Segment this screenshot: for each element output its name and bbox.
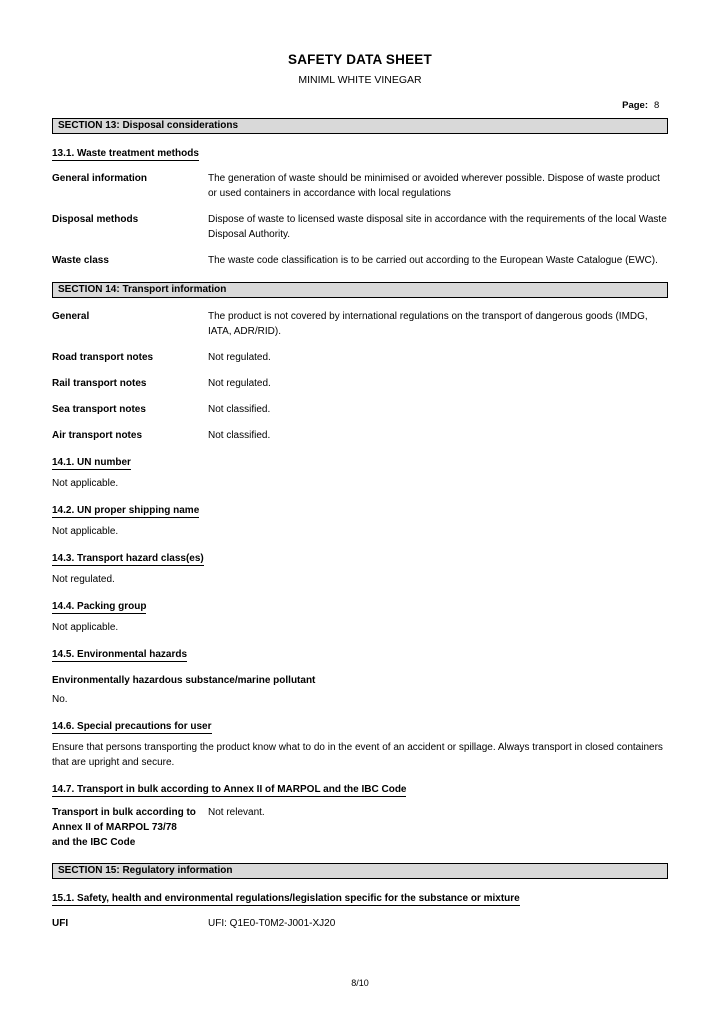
subsection-14-2-body: Not applicable. [52,526,119,537]
section-13-header: SECTION 13: Disposal considerations [52,118,668,134]
row-waste-class [52,242,668,268]
subsection-14-3-text: 14.3. Transport hazard class(es) [52,553,204,564]
row-value: UFI: Q1E0-T0M2-J001-XJ20 [208,918,336,929]
row-value: Dispose of waste to licensed waste disposal site in accordance with the requirements of the local Waste Disposal Authority. [208,214,667,240]
row-label: Sea transport notes [52,404,146,415]
subsection-14-2-heading [52,491,668,517]
row-label: Road transport notes [52,352,154,363]
row-value: Not classified. [208,430,271,441]
row-value: The product is not covered by international regulations on the transport of dangerous goods (IMDG, IATA, ADR/RID). [208,311,648,337]
subsection-14-4-heading [52,587,668,613]
subsection-13-1-text: 13.1. Waste treatment methods [52,148,199,159]
row-value: Not regulated. [208,378,271,389]
row-value: Not classified. [208,404,271,415]
page-footer [0,978,720,1019]
subsection-15-1-text: 15.1. Safety, health and environmental regulations/legislation specific for the substance or mixture [52,893,520,904]
row-ufi [52,905,668,931]
document-title: SAFETY DATA SHEET [288,52,432,67]
page-number-value: 8 [654,100,660,111]
footer-page-indicator: 8/10 [351,978,369,988]
row-general [52,298,668,339]
row-sea-transport-notes [52,391,668,417]
row-rail-transport-notes [52,365,668,391]
row-air-transport-notes [52,417,668,443]
subsection-15-1-heading [52,879,668,905]
subsection-14-1-text: 14.1. UN number [52,457,131,468]
row-label: Waste class [52,255,109,266]
marine-pollutant-body: No. [52,694,68,705]
row-general-information [52,160,668,201]
subsection-14-4-body: Not applicable. [52,622,119,633]
subsection-14-1-heading [52,443,668,469]
row-disposal-methods [52,201,668,242]
row-value: Not relevant. [208,807,265,818]
row-label [52,805,208,850]
bulk-label-line-1: Transport in bulk according to [52,807,196,818]
row-value: The generation of waste should be minimised or avoided wherever possible. Dispose of waste product or used containers in accordance with local regulations [208,173,660,199]
row-label: General information [52,173,148,184]
row-label: Disposal methods [52,214,139,225]
row-label: Rail transport notes [52,378,147,389]
subsection-14-5-text: 14.5. Environmental hazards [52,649,188,660]
section-14-header: SECTION 14: Transport information [52,282,668,298]
page-number-row [52,87,668,112]
row-transport-in-bulk [52,796,668,850]
subsection-14-4-text: 14.4. Packing group [52,601,147,612]
row-value: Not regulated. [208,352,271,363]
subsection-14-3-body: Not regulated. [52,574,115,585]
page-number-label: Page: [622,100,648,111]
subsection-14-6-heading [52,707,668,733]
subsection-14-7-text: 14.7. Transport in bulk according to Annex II of MARPOL and the IBC Code [52,784,407,795]
bulk-label-line-2: Annex II of MARPOL 73/78 [52,822,177,833]
subsection-14-2-text: 14.2. UN proper shipping name [52,505,200,516]
row-value: The waste code classification is to be carried out according to the European Waste Catalogue (EWC). [208,255,658,266]
row-label: Air transport notes [52,430,143,441]
row-label: General [52,311,90,322]
subsection-14-5-heading [52,635,668,661]
bulk-label-line-3: and the IBC Code [52,837,136,848]
subsection-14-7-heading [52,770,668,796]
row-label: UFI [52,918,69,929]
subsection-14-1-body: Not applicable. [52,478,119,489]
subsection-14-3-heading [52,539,668,565]
subsection-14-6-body: Ensure that persons transporting the product know what to do in the event of an accident or spillage. Always transport in closed containers that are upright and secure. [52,742,663,768]
subsection-14-6-text: 14.6. Special precautions for user [52,721,212,732]
product-name: MINIML WHITE VINEGAR [298,74,422,86]
row-road-transport-notes [52,339,668,365]
section-15-header: SECTION 15: Regulatory information [52,863,668,879]
marine-pollutant-heading: Environmentally hazardous substance/marine pollutant [52,675,316,686]
subsection-13-1-heading [52,134,668,160]
